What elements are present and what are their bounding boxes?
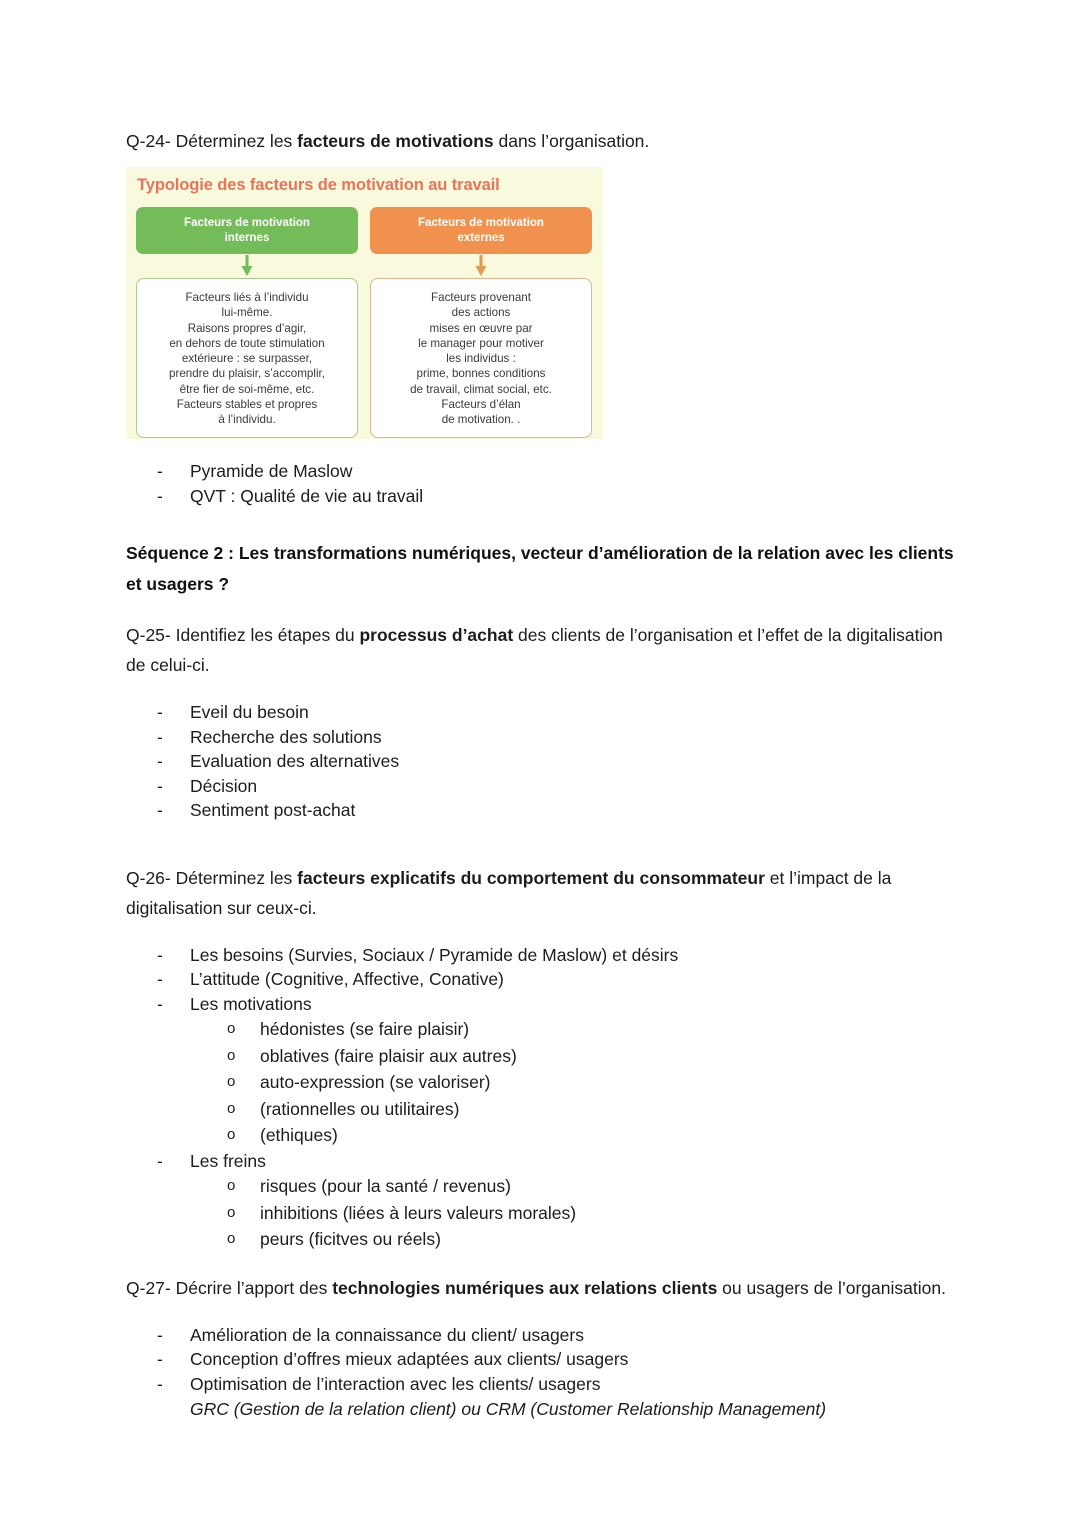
list-item-label: Optimisation de l’interaction avec les clients/ usagers — [190, 1373, 601, 1394]
list-item-label: Décision — [190, 775, 258, 796]
figure-body-line: le manager pour motiver — [418, 336, 544, 350]
list-item — [126, 774, 966, 799]
bullet-dash: - — [157, 1324, 163, 1345]
list-item — [126, 1323, 966, 1348]
figure-header-externes-line2: externes — [457, 231, 505, 244]
figure-title: Typologie des facteurs de motivation au travail — [137, 176, 500, 194]
sequence-heading-line2: les clients et usagers ? — [126, 543, 954, 594]
list-item — [126, 749, 966, 774]
bullet-dash: - — [157, 944, 163, 965]
bullet-dash: - — [157, 485, 163, 506]
figure-column-internes — [136, 207, 358, 438]
spacer — [126, 156, 966, 167]
question-q25 — [126, 620, 966, 680]
question-q26 — [126, 863, 966, 923]
q24-prefix: Q-24- Déterminez les — [126, 131, 298, 151]
list-item-label: Eveil du besoin — [190, 702, 309, 722]
q27-suffix: ou usagers de l’organisation. — [717, 1277, 946, 1298]
bullet-circle: o — [227, 1073, 236, 1090]
figure-column-externes — [370, 207, 592, 438]
list-item-label: Amélioration de la connaissance du client/ usagers — [190, 1324, 584, 1345]
spacer — [126, 1303, 966, 1323]
list-item — [126, 700, 966, 725]
q27-prefix: Q-27- Décrire l’apport des — [126, 1277, 333, 1298]
figure-header-internes-line2: internes — [224, 231, 270, 244]
figure-body-line: mises en œuvre par — [429, 321, 533, 335]
list-item-label: L’attitude (Cognitive, Affective, Conative) — [190, 969, 504, 989]
figure-body-line: de motivation. . — [441, 413, 521, 427]
spacer — [126, 923, 966, 943]
list-q25-answers — [126, 700, 966, 823]
q25-prefix: Q-25- Identifiez les étapes du — [126, 625, 360, 645]
spacer — [126, 439, 966, 459]
figure-body-line: à l’individu. — [218, 413, 276, 427]
q27-note: GRC (Gestion de la relation client) ou CRM (Customer Relationship Management) — [190, 1399, 827, 1419]
question-q27 — [126, 1273, 966, 1303]
bullet-circle: o — [227, 1020, 236, 1037]
sub-list-item — [126, 1122, 966, 1149]
arrow-down-icon-orange — [370, 254, 592, 278]
q26-bold: facteurs explicatifs du comportement du consommateur — [297, 867, 765, 888]
figure-body-line: les individus : — [446, 352, 516, 366]
list-item — [126, 725, 966, 750]
q24-bold: facteurs de motivations — [297, 131, 494, 151]
figure-body-line: en dehors de toute stimulation — [169, 336, 325, 350]
figure-body-line: Facteurs stables et propres — [176, 398, 318, 412]
sub-list-item-label: oblatives (faire plaisir aux autres) — [260, 1045, 517, 1066]
document-content — [126, 126, 966, 1422]
bullet-circle: o — [227, 1099, 236, 1117]
sub-list-item — [126, 1069, 966, 1096]
sub-list-item-label: peurs (ficitves ou réels) — [260, 1229, 441, 1249]
list-item-label: Recherche des solutions — [190, 726, 382, 747]
sub-list-item-label: (ethiques) — [260, 1125, 338, 1145]
bullet-dash: - — [157, 993, 163, 1014]
list-item — [126, 992, 966, 1017]
sub-list-item — [126, 1200, 966, 1227]
sub-list-item-label: inhibitions (liées à leurs valeurs morales) — [260, 1202, 577, 1223]
bullet-circle: o — [227, 1126, 236, 1143]
figure-body-externes — [370, 278, 592, 438]
question-q24 — [126, 126, 966, 156]
figure-body-line: Facteurs liés à l’individu — [185, 291, 309, 304]
bullet-dash: - — [157, 775, 163, 796]
bullet-dash: - — [157, 969, 163, 989]
spacer — [126, 508, 966, 538]
bullet-circle: o — [227, 1046, 236, 1064]
bullet-circle: o — [227, 1230, 236, 1247]
list-item-label: Les freins — [190, 1150, 266, 1171]
sub-list-item — [126, 1096, 966, 1123]
spacer — [126, 823, 966, 863]
list-item — [126, 1372, 966, 1397]
figure-body-line: être fier de soi-même, etc. — [179, 382, 315, 396]
bullet-dash: - — [157, 1349, 163, 1369]
figure-body-line: des actions — [451, 306, 511, 320]
list-item — [126, 1149, 966, 1174]
bullet-dash: - — [157, 702, 163, 722]
bullet-dash: - — [157, 751, 163, 771]
bullet-circle: o — [227, 1203, 236, 1221]
list-item — [126, 484, 966, 509]
sub-list-item — [126, 1226, 966, 1253]
list-item — [126, 943, 966, 968]
q27-bold: technologies numériques aux relations clients — [332, 1277, 718, 1298]
figure-body-line: lui-même. — [221, 306, 273, 320]
q25-bold: processus d’achat — [359, 625, 514, 645]
list-item-label: Conception d’offres mieux adaptées aux clients/ usagers — [190, 1349, 629, 1369]
sub-list-item-label: auto-expression (se valoriser) — [260, 1072, 491, 1092]
bullet-dash: - — [157, 1373, 163, 1394]
arrow-down-icon-green — [136, 254, 358, 278]
list-q24-answers — [126, 459, 966, 508]
sub-list-item-label: (rationnelles ou utilitaires) — [260, 1098, 460, 1119]
list-item-label: Les besoins (Survies, Sociaux / Pyramide de Maslow) et désirs — [190, 944, 679, 965]
figure-body-line: prime, bonnes conditions — [416, 367, 546, 381]
list-item-label: Les motivations — [190, 993, 312, 1014]
spacer — [126, 1253, 966, 1273]
figure-body-line: extérieure : se surpasser, — [181, 352, 313, 366]
list-q27-answers — [126, 1323, 966, 1397]
list-item-label: Sentiment post-achat — [190, 800, 356, 820]
figure-header-internes-line1: Facteurs de motivation — [184, 216, 310, 229]
q26-prefix: Q-26- Déterminez les — [126, 867, 298, 888]
list-item — [126, 1347, 966, 1372]
figure-header-internes — [136, 207, 358, 254]
sub-list-item-label: hédonistes (se faire plaisir) — [260, 1019, 470, 1039]
figure-header-externes — [370, 207, 592, 254]
list-item-label: Pyramide de Maslow — [190, 461, 353, 481]
q25-suffix: des clients de l’organisation et l’effet de la digitalisation de celui-ci. — [126, 625, 943, 675]
list-item-label: Evaluation des alternatives — [190, 751, 400, 771]
list-item — [126, 967, 966, 992]
figure-body-line: Facteurs provenant — [431, 291, 531, 304]
bullet-circle: o — [227, 1177, 236, 1194]
bullet-dash: - — [157, 461, 163, 481]
bullet-dash: - — [157, 1150, 163, 1171]
q26-suffix: et l’impact de la digitalisation sur ceux-ci. — [126, 867, 892, 918]
list-item-label: QVT : Qualité de vie au travail — [190, 485, 424, 506]
figure-body-line: Raisons propres d’agir, — [187, 321, 307, 335]
list-q26-answers — [126, 943, 966, 1253]
list-item — [126, 459, 966, 484]
figure-body-line: de travail, climat social, etc. — [410, 382, 552, 396]
figure-typologie-facteurs-motivation — [126, 167, 603, 439]
q24-suffix: dans l’organisation. — [493, 131, 650, 151]
figure-body-line: Facteurs d’élan — [441, 398, 521, 412]
bullet-dash: - — [157, 800, 163, 820]
sequence-heading — [126, 538, 966, 600]
sub-list-item — [126, 1173, 966, 1200]
sub-list-item — [126, 1016, 966, 1043]
sub-list-item — [126, 1043, 966, 1070]
figure-header-externes-line1: Facteurs de motivation — [418, 216, 544, 229]
spacer — [126, 600, 966, 620]
spacer — [126, 680, 966, 700]
bullet-dash: - — [157, 726, 163, 747]
figure-body-line: prendre du plaisir, s’accomplir, — [169, 367, 325, 381]
list-item — [126, 798, 966, 823]
sequence-heading-line1: Séquence 2 : Les transformations numériques, vecteur d’amélioration de la relation avec — [126, 543, 865, 563]
figure-body-internes — [136, 278, 358, 438]
sub-list-item-label: risques (pour la santé / revenus) — [260, 1176, 511, 1196]
